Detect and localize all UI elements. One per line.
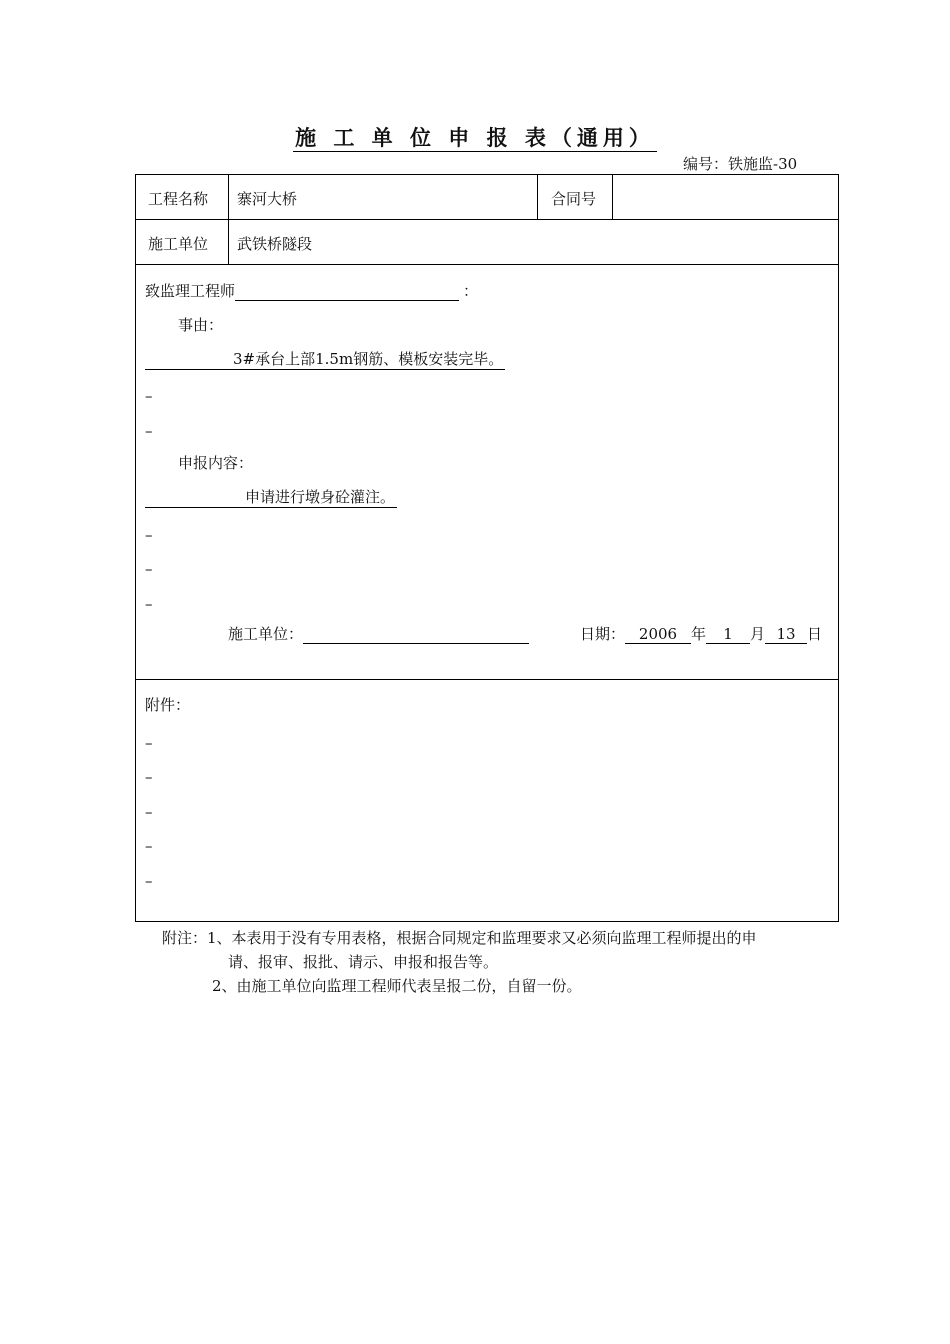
row-divider-2 (135, 264, 839, 265)
project-name-label: 工程名称 (148, 190, 209, 208)
attachment-line-4: – (145, 837, 153, 855)
content-label: 申报内容： (178, 454, 254, 472)
contract-no-label: 合同号 (551, 190, 597, 208)
date-month-text: 1 (723, 625, 733, 643)
date-month (706, 625, 750, 644)
reason-blank-line-2: – (145, 422, 153, 440)
content-blank-line-2: – (145, 560, 153, 578)
project-name-value: 寨河大桥 (237, 190, 298, 208)
content-line (145, 486, 397, 508)
month-char: 月 (750, 625, 766, 643)
to-engineer-colon: ： (463, 282, 479, 300)
unit-signature-line (228, 623, 529, 644)
reason-underline (145, 348, 505, 370)
date-day (765, 625, 807, 644)
to-engineer-label: 致监理工程师 (145, 282, 236, 300)
page-title-text: 施 工 单 位 申 报 表（通用） (295, 126, 655, 150)
day-char: 日 (807, 625, 823, 643)
reason-blank-line-1: – (145, 387, 153, 405)
row-divider-1 (135, 219, 839, 220)
note-line-3: 2、由施工单位向监理工程师代表呈报二份，自留一份。 (212, 977, 582, 995)
content-underline (145, 486, 397, 508)
year-char: 年 (691, 625, 707, 643)
date-year-text: 2006 (638, 625, 678, 643)
col-divider-2 (537, 174, 538, 219)
attachment-line-5: – (145, 872, 153, 890)
date-day-text: 13 (776, 625, 796, 643)
reason-label: 事由： (178, 316, 224, 334)
attachment-line-2: – (145, 768, 153, 786)
date-year (625, 625, 691, 644)
unit-signature-blank (303, 625, 529, 644)
reason-line (145, 348, 505, 370)
content-blank-line-3: – (145, 595, 153, 613)
to-engineer-line (145, 280, 478, 301)
unit-signature-label: 施工单位： (228, 625, 304, 643)
contractor-label: 施工单位 (148, 235, 209, 253)
attachment-line-1: – (145, 734, 153, 752)
date-line (580, 623, 822, 644)
note-line-2: 请、报审、报批、请示、申报和报告等。 (228, 953, 499, 971)
col-divider-3 (612, 174, 613, 219)
contractor-value: 武铁桥隧段 (237, 235, 313, 253)
row-divider-3 (135, 679, 839, 680)
note-line-1: 附注：1、本表用于没有专用表格，根据合同规定和监理要求又必须向监理工程师提出的申 (162, 929, 757, 947)
page-title (0, 122, 950, 152)
reason-text: 3#承台上部1.5m钢筋、模板安装完毕。 (233, 350, 504, 368)
attachment-line-3: – (145, 803, 153, 821)
document-number: 编号：铁施监-30 (683, 155, 798, 173)
engineer-blank (235, 282, 459, 301)
col-divider-1 (228, 174, 229, 264)
attachment-label: 附件： (145, 696, 191, 714)
content-text: 申请进行墩身砼灌注。 (245, 488, 396, 506)
date-label: 日期： (580, 625, 626, 643)
content-blank-line-1: – (145, 526, 153, 544)
